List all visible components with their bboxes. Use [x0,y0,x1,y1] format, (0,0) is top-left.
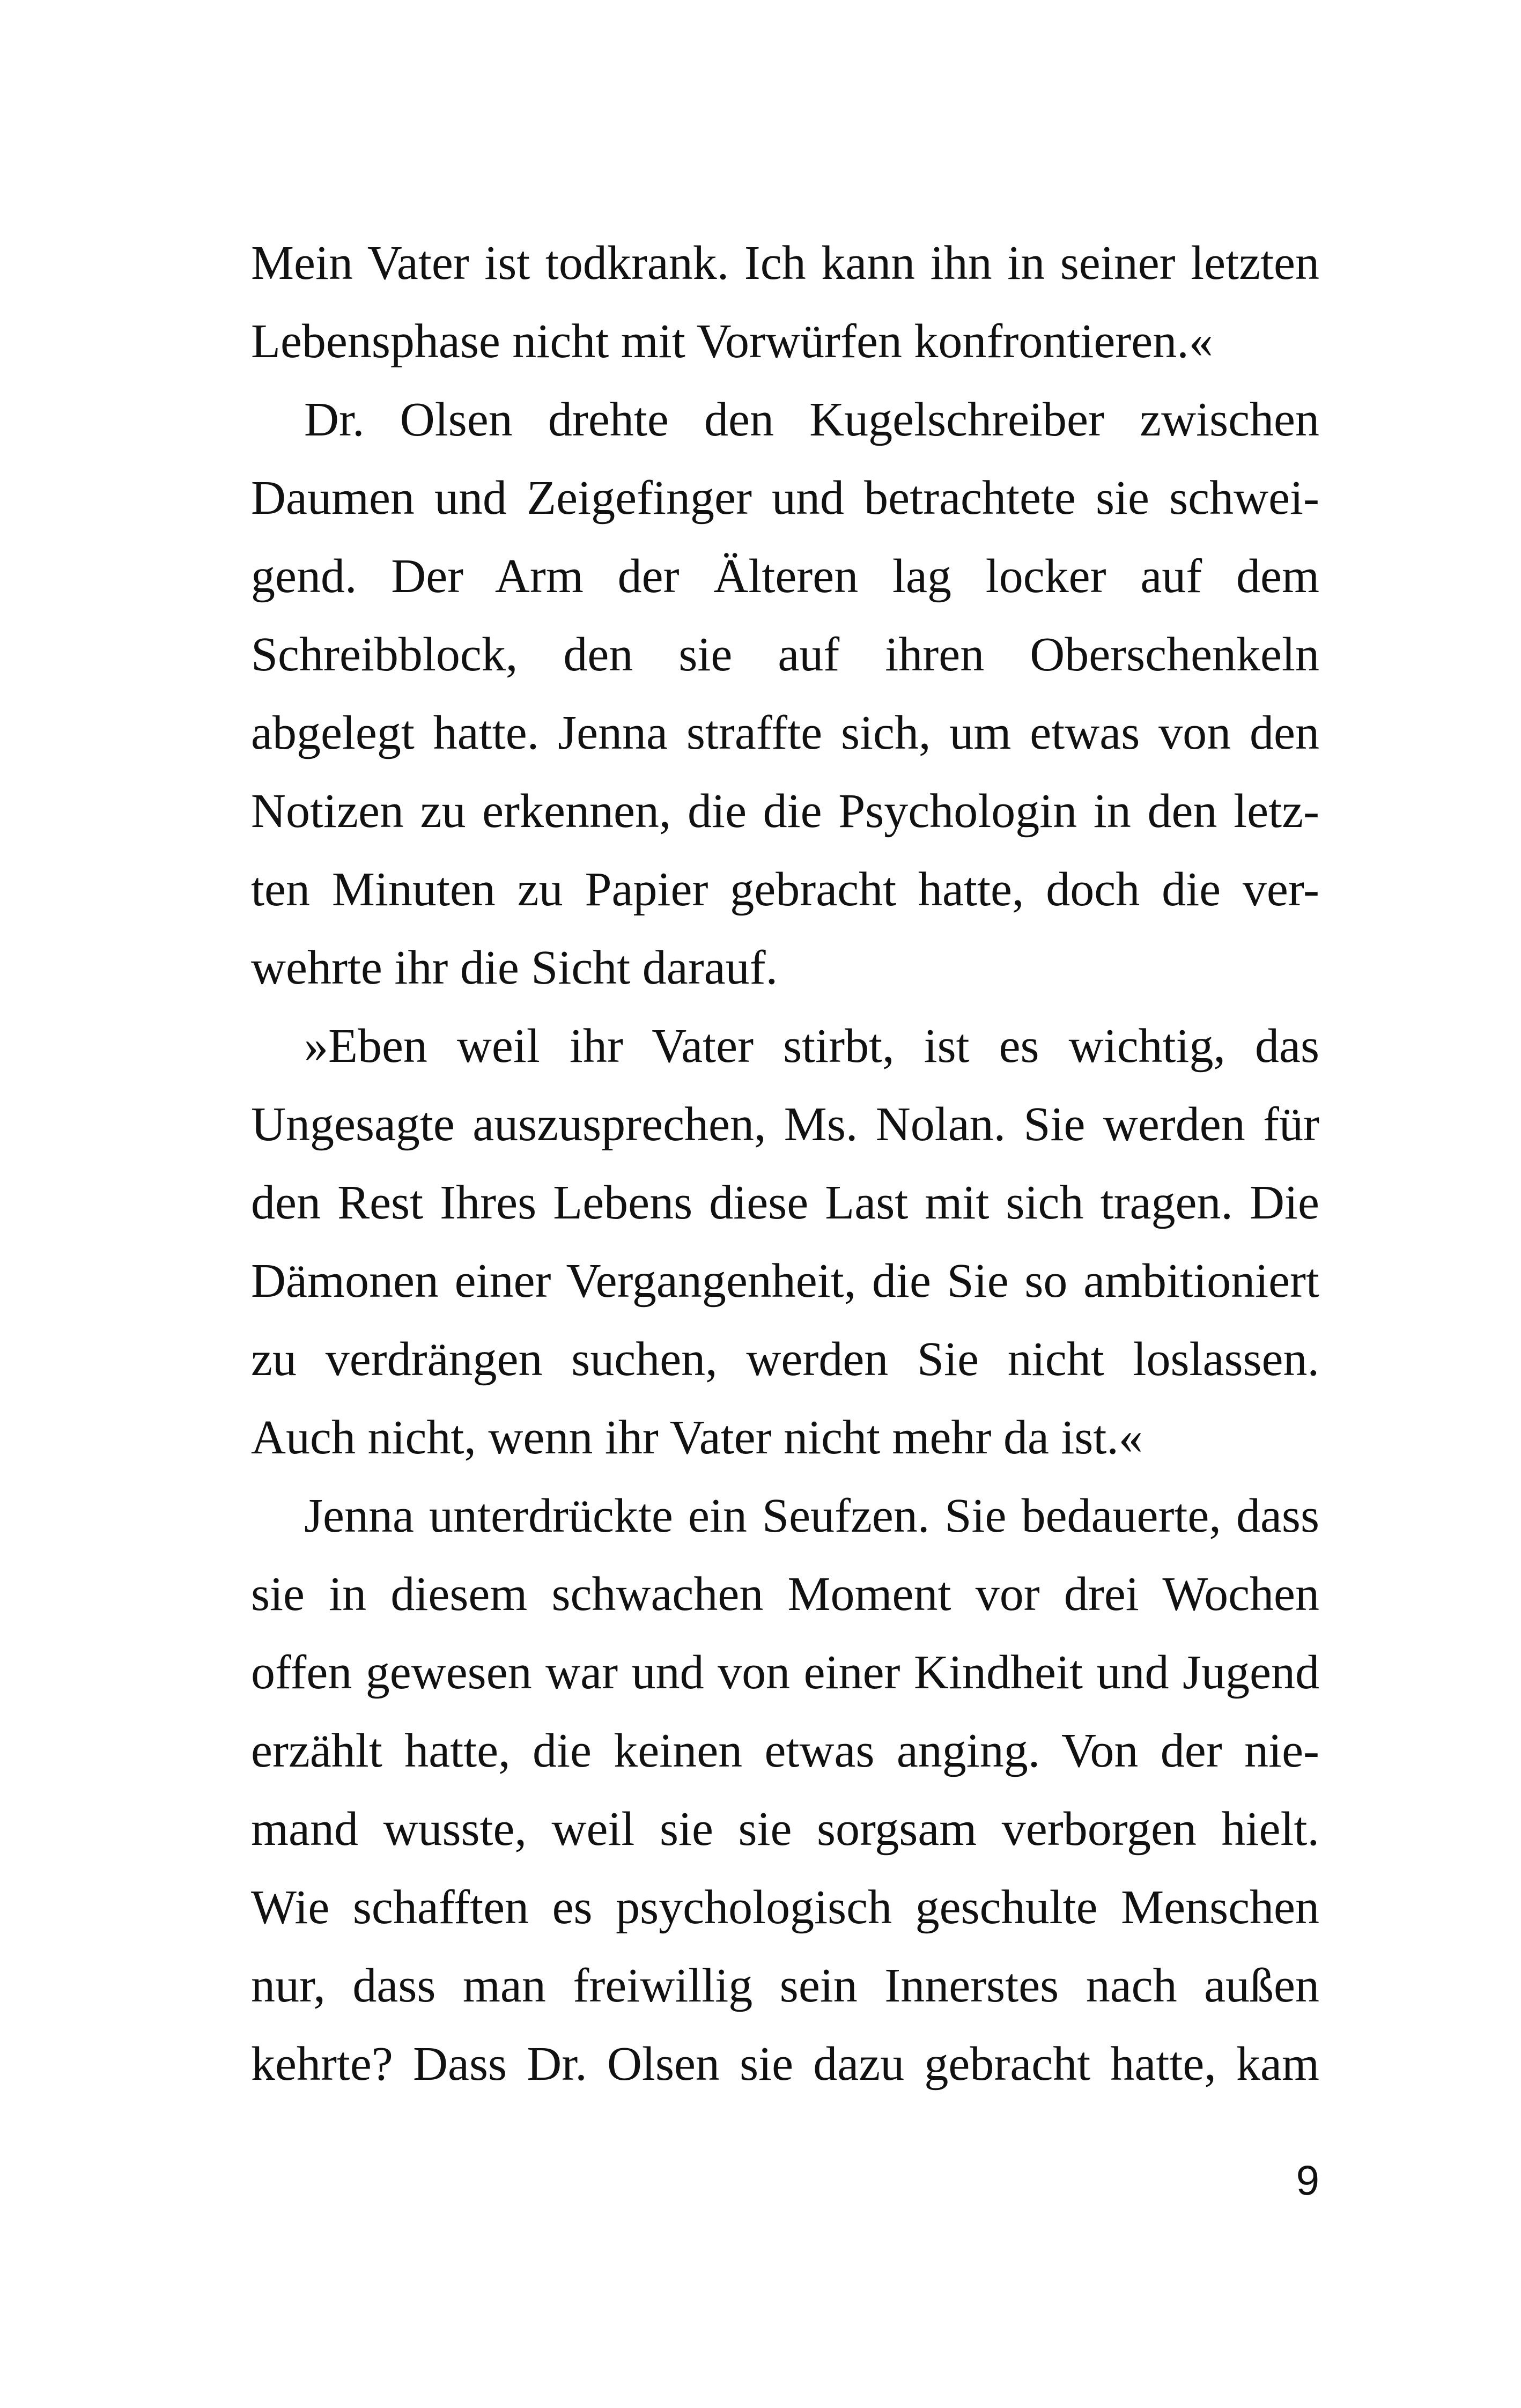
text-line: Mein Vater ist todkrank. Ich kann ihn in seiner letzten [251,237,1319,290]
text-line: Jenna unterdrückte ein Seufzen. Sie bedauerte, dass [304,1489,1319,1542]
paragraph-4 [251,1477,1319,2103]
text-line: Schreibblock, den sie auf ihren Oberschenkeln [251,628,1319,681]
body-text [251,224,1319,2103]
text-line: Lebensphase nicht mit Vorwürfen konfrontieren.« [251,315,1213,368]
text-line: erzählt hatte, die keinen etwas anging. Von der nie- [251,1724,1319,1777]
text-line: abgelegt hatte. Jenna straffte sich, um etwas von den [251,706,1319,759]
text-line: mand wusste, weil sie sie sorgsam verborgen hielt. [251,1803,1319,1856]
paragraph-1 [251,224,1319,381]
text-line: zu verdrängen suchen, werden Sie nicht loslassen. [251,1333,1319,1386]
text-line: ten Minuten zu Papier gebracht hatte, doch die ver- [251,863,1319,916]
text-line: Dämonen einer Vergangenheit, die Sie so ambitioniert [251,1254,1319,1308]
text-line: sie in diesem schwachen Moment vor drei Wochen [251,1568,1319,1621]
text-line: wehrte ihr die Sicht darauf. [251,941,778,994]
paragraph-3 [251,1007,1319,1477]
page-number: 9 [1296,2156,1319,2204]
paragraph-2 [251,381,1319,1007]
text-line: Ungesagte auszusprechen, Ms. Nolan. Sie werden für [251,1098,1319,1151]
text-line: Daumen und Zeigefinger und betrachtete sie schwei- [251,471,1319,525]
text-line: den Rest Ihres Lebens diese Last mit sich tragen. Die [251,1176,1319,1229]
text-line: Auch nicht, wenn ihr Vater nicht mehr da ist.« [251,1411,1143,1464]
text-line: gend. Der Arm der Älteren lag locker auf dem [251,550,1319,603]
text-line: nur, dass man freiwillig sein Innerstes nach außen [251,1959,1319,2012]
text-line: Wie schafften es psychologisch geschulte Menschen [251,1881,1319,1934]
text-line: Notizen zu erkennen, die die Psychologin in den letz- [251,785,1319,838]
text-line: »Eben weil ihr Vater stirbt, ist es wichtig, das [304,1020,1319,1073]
text-line: offen gewesen war und von einer Kindheit und Jugend [251,1646,1319,1699]
text-line: kehrte? Dass Dr. Olsen sie dazu gebracht hatte, kam [251,2037,1319,2091]
text-line: Dr. Olsen drehte den Kugelschreiber zwischen [304,393,1319,446]
